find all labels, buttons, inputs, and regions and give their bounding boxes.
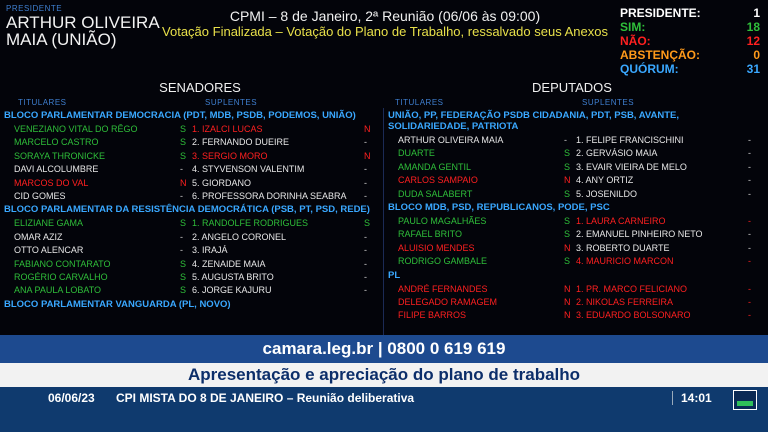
titular-name: FILIPE BARROS [398,310,467,321]
tally-label: QUÓRUM: [620,62,679,76]
suplente-vote: - [748,175,751,186]
titular-vote: S [180,272,187,282]
bloc-header: UNIÃO, PP, FEDERAÇÃO PSDB CIDADANIA, PDT, PSB, AVANTE, SOLIDARIEDADE, PATRIOTA [388,110,680,132]
bloc-header: PL [388,269,401,281]
tally-row [620,62,760,76]
titular-vote: S [564,256,571,267]
suplente-vote: - [364,258,367,269]
titular-vote: S [180,137,187,148]
suplente-vote: - [748,216,751,226]
suplente-name: 5. AUGUSTA BRITO [192,272,274,282]
member-row [386,283,764,296]
member-row [2,258,380,271]
suplente-vote: - [748,161,751,172]
titular-name: VENEZIANO VITAL DO RÊGO [14,124,138,134]
bloc-header: BLOCO PARLAMENTAR DA RESISTÊNCIA DEMOCRÁTICA (PSB, PT, PSD, REDE) [4,204,370,216]
broadcast-date: 06/06/23 [48,391,95,405]
suplente-vote: S [364,218,371,229]
titular-name: RODRIGO GAMBALE [398,256,488,267]
suplente-vote: - [748,188,751,199]
suplente-name: 2. NIKOLAS FERREIRA [576,297,674,307]
member-row [2,150,380,163]
subject-banner: Apresentação e apreciação do plano de trabalho [0,363,768,387]
member-row [386,242,764,255]
tally-value: 0 [753,48,760,62]
titular-name: DUDA SALABERT [398,188,473,199]
contact-banner: camara.leg.br | 0800 0 619 619 [0,335,768,363]
suplente-vote: - [364,191,367,201]
bloc-header: BLOCO PARLAMENTAR VANGUARDA (PL, NOVO) [4,298,231,310]
titular-name: ANA PAULA LOBATO [14,285,102,296]
suplente-vote: - [748,135,751,145]
titular-vote: N [564,283,571,294]
titular-vote: S [180,218,187,229]
suplente-vote: - [364,177,367,188]
member-row [386,215,764,228]
suplente-name: 6. PROFESSORA DORINHA SEABRA [192,191,347,201]
titular-name: DUARTE [398,148,435,159]
suplente-vote: - [364,231,367,242]
titular-name: ARTHUR OLIVEIRA MAIA [398,135,504,145]
member-row [386,228,764,241]
titular-vote: S [180,258,187,269]
vote-status: Votação Finalizada – Votação do Plano de Trabalho, ressalvado seus Anexos [162,24,608,39]
titular-name: CARLOS SAMPAIO [398,175,478,186]
member-row [386,161,764,174]
tally-label: SIM: [620,20,646,34]
titular-name: CID GOMES [14,191,66,201]
program-bar [0,387,768,432]
suplente-name: 3. EVAIR VIEIRA DE MELO [576,161,687,172]
titular-vote: S [180,285,187,296]
suplente-name: 6. JORGE KAJURU [192,285,272,296]
titular-name: MARCOS DO VAL [14,177,89,188]
titular-name: ELIZIANE GAMA [14,218,84,229]
titular-vote: S [564,229,571,240]
titular-name: AMANDA GENTIL [398,161,472,172]
suplente-vote: - [364,137,367,148]
suplente-name: 3. ROBERTO DUARTE [576,242,670,253]
president-label: PRESIDENTE [6,4,63,13]
titular-name: PAULO MAGALHÃES [398,216,487,226]
titular-name: DAVI ALCOLUMBRE [14,164,99,175]
member-row [2,217,380,230]
session-title: CPMI – 8 de Janeiro, 2ª Reunião (06/06 às 09:00) [229,8,541,24]
suplente-vote: - [364,245,367,256]
suplente-vote: - [748,310,751,321]
broadcast-time: 14:01 [672,391,712,405]
tally-row [620,48,760,62]
suplente-name: 1. FELIPE FRANCISCHINI [576,135,684,145]
titular-name: FABIANO CONTARATO [14,258,111,269]
tally-label: NÃO: [620,34,651,48]
member-row [2,163,380,176]
titular-vote: N [564,310,571,321]
titular-name: SORAYA THRONICKE [14,150,106,161]
tally-label: ABSTENÇÃO: [620,48,700,62]
tally-value: 12 [746,34,760,48]
column-divider [383,108,384,335]
member-row [2,271,380,284]
tally-value: 1 [753,6,760,20]
titular-vote: S [180,150,187,161]
titular-name: OTTO ALENCAR [14,245,84,256]
suplente-vote: - [748,242,751,253]
program-title: CPI MISTA DO 8 DE JANEIRO – Reunião deliberativa [116,391,415,405]
suplente-name: 4. ZENAIDE MAIA [192,258,266,269]
suplente-name: 4. STYVENSON VALENTIM [192,164,305,175]
deputies-titular-header: TITULARES [395,98,444,107]
suplente-vote: - [364,272,367,282]
senators-title: SENADORES [159,80,241,95]
member-row [2,284,380,297]
suplente-name: 5. JOSENILDO [576,188,638,199]
member-row [2,123,380,136]
suplente-name: 3. SERGIO MORO [192,150,268,161]
member-row [386,134,764,147]
suplente-vote: - [748,229,751,240]
suplente-vote: - [748,297,751,307]
suplente-name: 2. GERVÁSIO MAIA [576,148,658,159]
titular-vote: - [180,191,183,201]
member-row [386,255,764,268]
titular-vote: S [564,216,571,226]
member-row [2,177,380,190]
tally-value: 31 [746,62,760,76]
member-row [386,174,764,187]
suplente-vote: N [364,124,371,134]
titular-vote: S [564,148,571,159]
suplente-name: 1. LAURA CARNEIRO [576,216,666,226]
titular-vote: S [564,161,571,172]
senators-suplente-header: SUPLENTES [205,98,258,107]
suplente-name: 2. EMANUEL PINHEIRO NETO [576,229,703,240]
titular-name: OMAR AZIZ [14,231,63,242]
suplente-name: 4. ANY ORTIZ [576,175,634,186]
titular-vote: S [564,188,571,199]
president-name: ARTHUR OLIVEIRA MAIA (UNIÃO) [6,13,160,49]
member-row [2,244,380,257]
suplente-vote: - [748,283,751,294]
titular-name: ALUISIO MENDES [398,242,475,253]
suplente-name: 1. IZALCI LUCAS [192,124,263,134]
titular-vote: - [180,164,183,175]
tally-label: PRESIDENTE: [620,6,701,20]
suplente-name: 3. EDUARDO BOLSONARO [576,310,691,321]
vote-tally [620,6,760,76]
suplente-vote: - [364,164,367,175]
suplente-name: 4. MAURICIO MARCON [576,256,674,267]
tally-row [620,6,760,20]
tally-value: 18 [746,20,760,34]
suplente-name: 1. RANDOLFE RODRIGUES [192,218,309,229]
member-row [2,136,380,149]
member-row [386,309,764,322]
member-row [386,296,764,309]
titular-vote: N [180,177,187,188]
titular-name: MARCELO CASTRO [14,137,99,148]
titular-name: ROGÉRIO CARVALHO [14,272,108,282]
member-row [386,188,764,201]
suplente-vote: - [364,285,367,296]
deputies-suplente-header: SUPLENTES [582,98,635,107]
tally-row [620,34,760,48]
suplente-name: 3. IRAJÁ [192,245,228,256]
titular-vote: S [180,124,187,134]
titular-vote: N [564,175,571,186]
deputies-title: DEPUTADOS [532,80,612,95]
titular-vote: N [564,297,571,307]
suplente-vote: - [748,148,751,159]
suplente-vote: - [748,256,751,267]
suplente-name: 1. PR. MARCO FELICIANO [576,283,688,294]
titular-vote: - [180,245,183,256]
bloc-header: BLOCO PARLAMENTAR DEMOCRACIA (PDT, MDB, PSDB, PODEMOS, UNIÃO) [4,110,356,121]
titular-name: DELEGADO RAMAGEM [398,297,498,307]
bloc-header: BLOCO MDB, PSD, REPUBLICANOS, PODE, PSC [388,202,610,213]
channel-logo-icon [733,390,757,410]
titular-name: ANDRÉ FERNANDES [398,283,488,294]
senators-titular-header: TITULARES [18,98,67,107]
titular-name: RAFAEL BRITO [398,229,463,240]
titular-vote: - [180,231,183,242]
member-row [386,147,764,160]
titular-vote: - [564,135,567,145]
member-row [2,190,380,203]
tally-row [620,20,760,34]
suplente-name: 2. ANGELO CORONEL [192,231,287,242]
suplente-name: 2. FERNANDO DUEIRE [192,137,290,148]
member-row [2,231,380,244]
suplente-vote: N [364,150,371,161]
titular-vote: N [564,242,571,253]
suplente-name: 5. GIORDANO [192,177,252,188]
